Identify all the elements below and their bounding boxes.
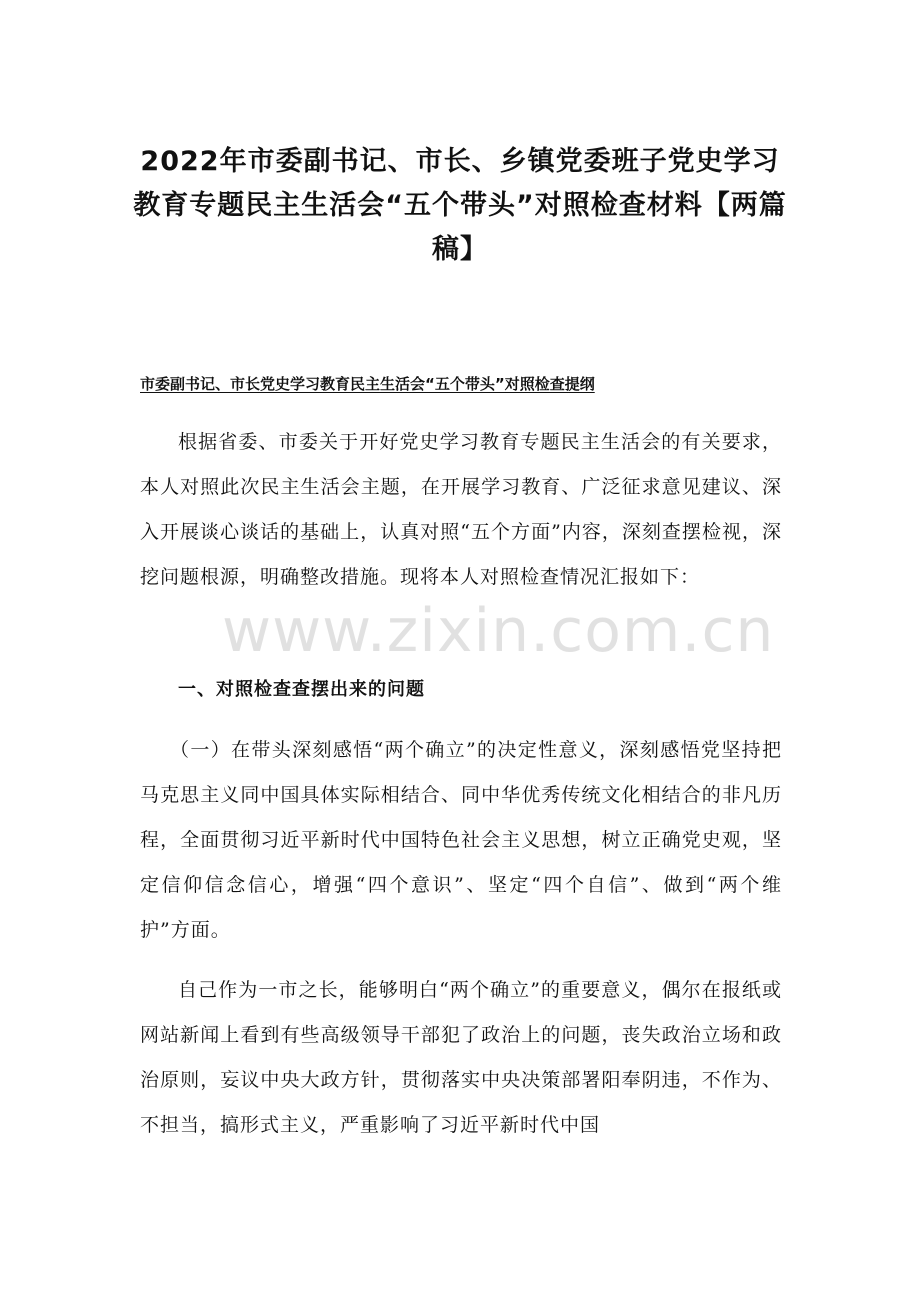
document-title: 2022年市委副书记、市长、乡镇党委班子党史学习教育专题民主生活会“五个带头”对照检查材料【两篇稿】 (133, 146, 787, 265)
outline-subheading: 市委副书记、市长党史学习教育民主生活会“五个带头”对照检查提纲 (140, 375, 595, 393)
item-1-paragraph: （一）在带头深刻感悟“两个确立”的决定性意义，深刻感悟党坚持把马克思主义同中国具体实际相结合、同中华优秀传统文化相结合的非凡历程，全面贯彻习近平新时代中国特色社会主义思想，树立正确党史观，坚定信仰信念信心，增强“四个意识”、坚定“四个自信”、做到“两个维护”方面。 (140, 739, 782, 941)
section-heading-1: 一、对照检查查摆出来的问题 (178, 679, 425, 700)
self-review-paragraph: 自己作为一市之长，能够明白“两个确立”的重要意义，偶尔在报纸或网站新闻上看到有些高级领导干部犯了政治上的问题，丧失政治立场和政治原则，妄议中央大政方针，贯彻落实中央决策部署阳奉阴违，不作为、不担当，搞形式主义，严重影响了习近平新时代中国 (140, 979, 782, 1136)
site-watermark: www.zixin.com.cn (222, 596, 775, 666)
intro-paragraph: 根据省委、市委关于开好党史学习教育专题民主生活会的有关要求，本人对照此次民主生活会主题，在开展学习教育、广泛征求意见建议、深入开展谈心谈话的基础上，认真对照“五个方面”内容，深刻查摆检视，深挖问题根源，明确整改措施。现将本人对照检查情况汇报如下： (140, 431, 782, 588)
